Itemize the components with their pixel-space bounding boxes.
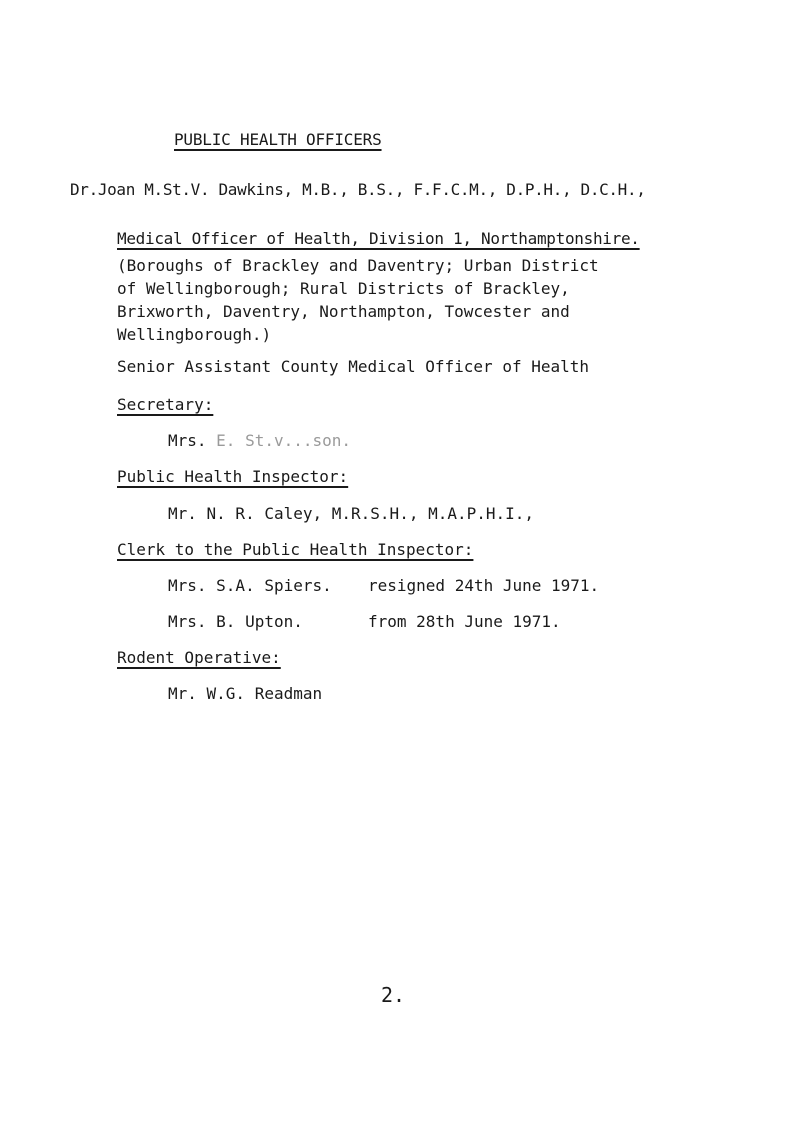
- inspector-heading: Public Health Inspector:: [117, 467, 349, 486]
- secretary-heading: Secretary:: [117, 395, 214, 414]
- clerk-entry-2-note: from 28th June 1971.: [368, 612, 561, 631]
- secretary-name-prefix: Mrs.: [168, 431, 207, 450]
- moh-title: Medical Officer of Health, Division 1, Northamptonshire.: [117, 229, 640, 248]
- districts-line-1: (Boroughs of Brackley and Daventry; Urban District: [117, 256, 599, 275]
- moh-second-title: Senior Assistant County Medical Officer of Health: [117, 357, 590, 376]
- districts-line-2: of Wellingborough; Rural Districts of Brackley,: [117, 279, 570, 298]
- inspector-name: Mr. N. R. Caley, M.R.S.H., M.A.P.H.I.,: [168, 504, 535, 523]
- clerk-heading: Clerk to the Public Health Inspector:: [117, 540, 474, 559]
- districts-line-4: Wellingborough.): [117, 325, 272, 344]
- secretary-name-rest: E. St.v...son.: [216, 431, 352, 450]
- page-heading: PUBLIC HEALTH OFFICERS: [174, 130, 382, 149]
- clerk-entry-1-name: Mrs. S.A. Spiers.: [168, 576, 332, 595]
- clerk-entry-1-note: resigned 24th June 1971.: [368, 576, 600, 595]
- rodent-heading: Rodent Operative:: [117, 648, 281, 667]
- page-number: 2.: [381, 983, 406, 1007]
- moh-name: Dr.Joan M.St.V. Dawkins, M.B., B.S., F.F.C.M., D.P.H., D.C.H.,: [70, 180, 646, 199]
- clerk-entry-2-name: Mrs. B. Upton.: [168, 612, 303, 631]
- rodent-name: Mr. W.G. Readman: [168, 684, 323, 703]
- secretary-name: [168, 431, 351, 451]
- districts-line-3: Brixworth, Daventry, Northampton, Towcester and: [117, 302, 570, 321]
